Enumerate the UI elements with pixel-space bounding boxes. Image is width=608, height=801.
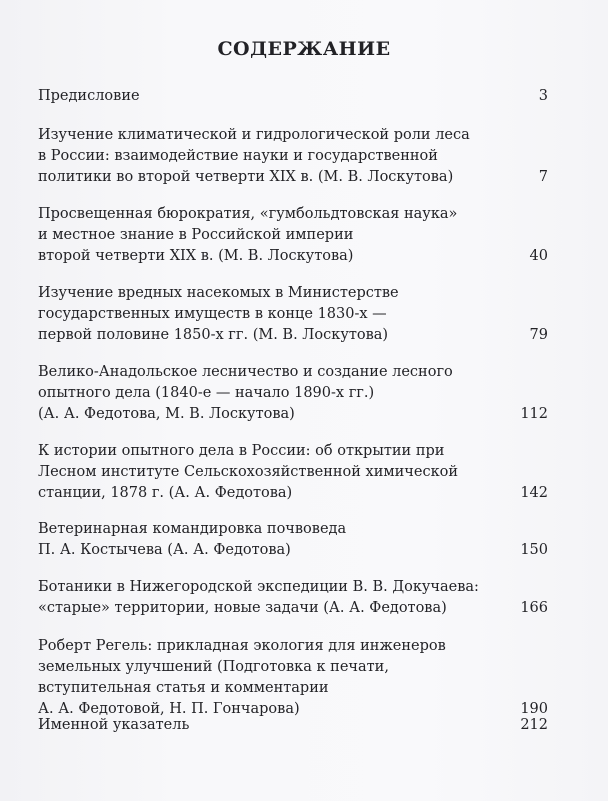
toc-entry-line: А. А. Федотовой, Н. П. Гончарова) <box>38 701 300 717</box>
toc-entry-title <box>38 577 479 619</box>
toc-entry <box>38 283 548 346</box>
toc-entry-title <box>38 86 468 107</box>
toc-entry-line: П. А. Костычева (А. А. Федотова) <box>38 542 291 558</box>
toc-entry <box>38 362 548 425</box>
toc-entry-line: Изучение климатической и гидрологической роли леса <box>38 127 470 143</box>
toc-entry-title <box>38 441 468 504</box>
table-of-contents <box>38 0 548 801</box>
toc-entry-line: в России: взаимодействие науки и государственной <box>38 148 438 164</box>
toc-entry-title <box>38 636 468 720</box>
toc-page-number: 142 <box>520 485 548 501</box>
toc-entry-line: и местное знание в Российской империи <box>38 227 354 243</box>
toc-entry <box>38 715 548 736</box>
toc-entry-line: вступительная статья и комментарии <box>38 680 329 696</box>
toc-entry-title <box>38 715 468 736</box>
toc-entry-line: Велико-Анадольское лесничество и создание лесного <box>38 364 453 380</box>
toc-entry-line: государственных имуществ в конце 1830-х — <box>38 306 387 322</box>
toc-entry-line: политики во второй четверти XIX в. (М. В. Лоскутова) <box>38 169 454 185</box>
toc-entry-line: К истории опытного дела в России: об открытии при <box>38 443 445 459</box>
toc-page-number: 7 <box>538 169 548 185</box>
toc-page-number: 212 <box>520 717 548 733</box>
toc-entry <box>38 577 548 619</box>
toc-page-number: 190 <box>520 701 548 717</box>
toc-entry-line: Ботаники в Нижегородской экспедиции В. В. Докучаева: <box>38 579 479 595</box>
toc-entry <box>38 204 548 267</box>
toc-entry-line: станции, 1878 г. (А. А. Федотова) <box>38 485 293 501</box>
toc-entry <box>38 125 548 188</box>
toc-entry-title <box>38 125 468 188</box>
toc-page-number: 40 <box>529 248 548 264</box>
toc-entry-line: «старые» территории, новые задачи (А. А. Федотова) <box>38 600 447 616</box>
toc-page-number: 166 <box>520 600 548 616</box>
toc-page-number: 79 <box>529 327 548 343</box>
page-title: СОДЕРЖАНИЕ <box>217 38 391 60</box>
toc-entry-title <box>38 519 468 561</box>
toc-entry-line: опытного дела (1840-е — начало 1890-х гг.) <box>38 385 375 401</box>
toc-entry-line: Роберт Регель: прикладная экология для инженеров <box>38 638 446 654</box>
toc-entry-title <box>38 204 468 267</box>
toc-entry-line: Предисловие <box>38 88 140 104</box>
toc-entry-line: Просвещенная бюрократия, «гумбольдтовская наука» <box>38 206 458 222</box>
toc-entry-line: (А. А. Федотова, М. В. Лоскутова) <box>38 406 295 422</box>
toc-entry-line: первой половине 1850-х гг. (М. В. Лоскутова) <box>38 327 389 343</box>
toc-entry-title <box>38 362 468 425</box>
toc-entry-line: Лесном институте Сельскохозяйственной химической <box>38 464 459 480</box>
toc-page-number: 112 <box>520 406 548 422</box>
toc-page-number: 3 <box>538 88 548 104</box>
toc-entry <box>38 636 548 720</box>
toc-entry-line: Именной указатель <box>38 717 190 733</box>
toc-entry <box>38 519 548 561</box>
toc-entry <box>38 86 548 107</box>
toc-entry <box>38 441 548 504</box>
toc-page-number: 150 <box>520 542 548 558</box>
toc-entry-line: Изучение вредных насекомых в Министерстве <box>38 285 399 301</box>
toc-entry-line: земельных улучшений (Подготовка к печати, <box>38 659 389 675</box>
toc-entry-line: Ветеринарная командировка почвоведа <box>38 521 347 537</box>
toc-entry-title <box>38 283 468 346</box>
toc-entry-line: второй четверти XIX в. (М. В. Лоскутова) <box>38 248 354 264</box>
